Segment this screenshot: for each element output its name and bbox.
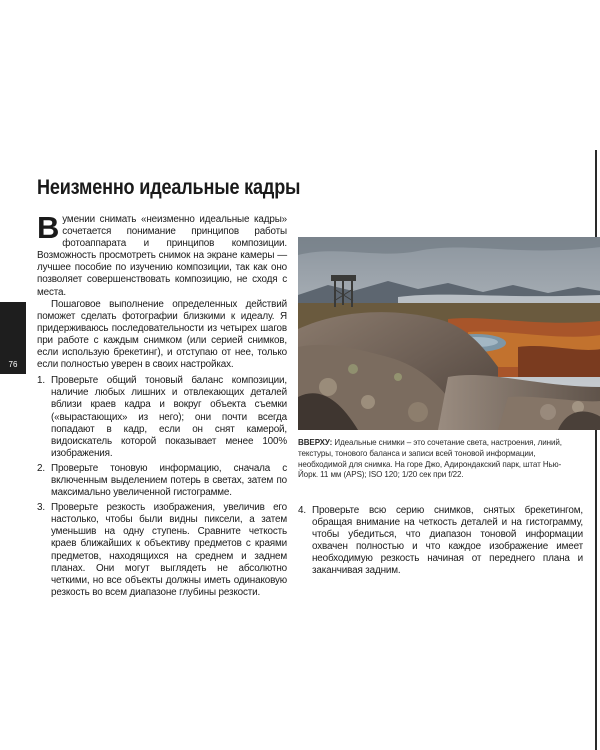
intro-text: умении снимать «неизменно идеальные кадры» сочетается понимание принципов работы фотоаппарата и принципов композиции. Возможность просмотреть снимок на экране камеры — лучшее пособие по изучению композиции, так как оно позволяет совершенствовать композицию, не сходя с места. [37,214,287,298]
list-text: Проверьте всю серию снимков, снятых брекетингом, обращая внимание на четкость деталей и на гистограмму, чтобы убедиться, что диапазон тоновой информации охвачен полностью и что каждое изображение имеет необходимую резкость начиная от переднего плана и заканчивая задним. [312,505,583,577]
photo-caption [298,437,573,480]
list-item [298,505,583,578]
list-number: 3. [37,502,45,514]
page-number: 76 [8,360,18,369]
intro-paragraph [37,210,287,299]
right-column [298,505,583,578]
caption-text: Идеальные снимки – это сочетание света, настроения, линий, текстуры, тонового баланса и записи всей тоновой информации, необходимой для снимка. На горе Джо, Адирондакский парк, штат Нью-Йорк. 11 мм (APS); ISO 120; 1/20 сек при f/22. [298,437,562,480]
page-title: Неизменно идеальные кадры [37,176,301,199]
steps-list [37,375,287,599]
left-column [37,210,287,602]
list-text: Проверьте общий тоновый баланс композиции, наличие любых лишних и отвлекающих деталей вблизи краев кадра и вокруг объекта съемки («вырастающих» из него); они почти всегда попадают в кадр, если он снят камерой, видоискатель которой показывает менее 100% изображения. [51,375,287,459]
list-number: 4. [298,505,306,516]
list-number: 2. [37,462,45,474]
landscape-photo [298,237,600,430]
list-item [37,375,287,460]
list-number: 1. [37,375,45,387]
list-text: Проверьте тоновую информацию, сначала с включенным выделением потерь в светах, затем по максимально увеличенной гистограмме. [51,462,287,499]
dropcap: В [37,210,60,245]
caption-lead: ВВЕРХУ: [298,437,333,447]
list-item [37,502,287,599]
list-text: Проверьте резкость изображения, увеличив его настолько, чтобы были видны пиксели, а затем уменьшив на одну ступень. Сравните четкость краев ближайших к объективу предметов с краями предметов, находящихся на среднем и заднем планах. Они могут выглядеть не абсолютно четкими, но все объекты должны иметь одинаковую резкость во всем диапазоне глубины резкости. [51,502,287,598]
second-paragraph: Пошаговое выполнение определенных действий поможет сделать фотографии близкими к идеалу. Я придерживаюсь последовательности из четырех шагов при работе с каждым снимком (или серией снимков, если использую брекетинг), и отступаю от нее, только если полностью уверен в своих настройках. [37,298,287,371]
list-item [37,463,287,499]
